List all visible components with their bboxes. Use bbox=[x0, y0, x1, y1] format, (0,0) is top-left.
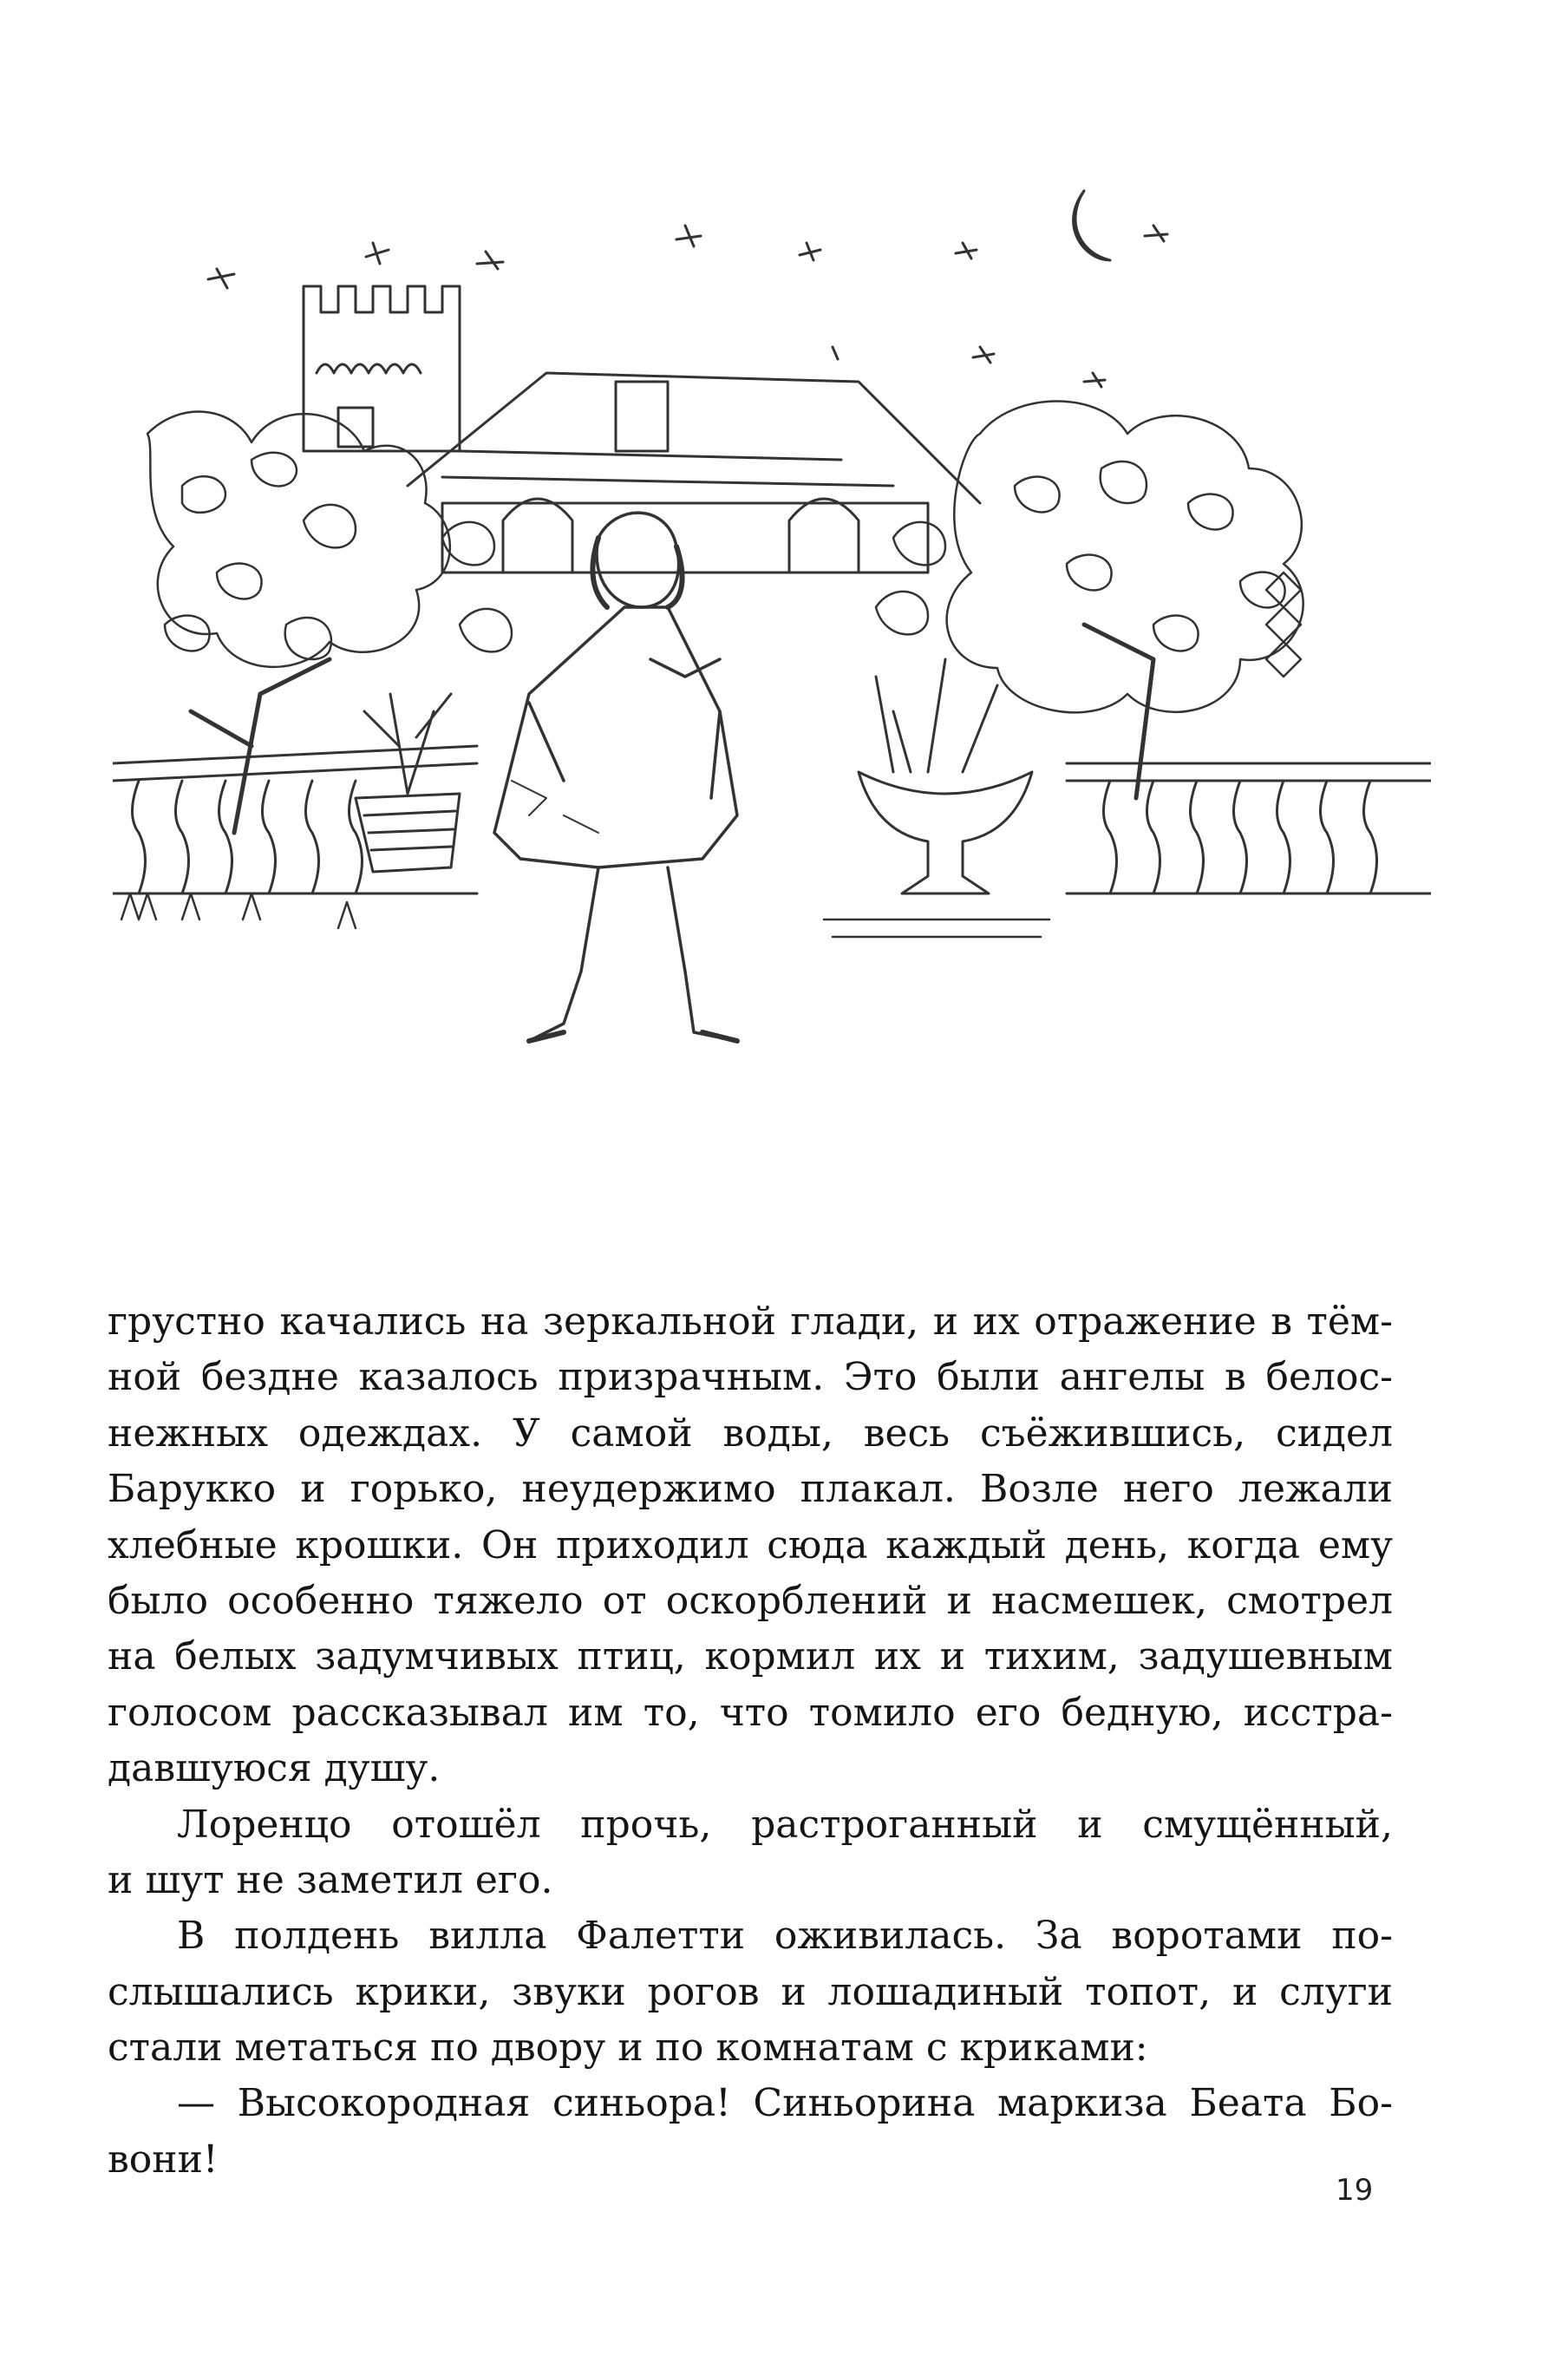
text-line: стали метаться по двору и по комнатам с криками: bbox=[108, 2026, 1148, 2071]
jester-figure bbox=[494, 513, 737, 1041]
paragraph bbox=[108, 1908, 1393, 2076]
text-line: Барукко и горько, неудержимо плакал. Возле него лежали bbox=[108, 1467, 1393, 1512]
text-line: вони! bbox=[108, 2137, 219, 2182]
text-line: голосом рассказывал им то, что томило его бедную, исстра- bbox=[108, 1690, 1393, 1735]
text-line: было особенно тяжело от оскорблений и насмешек, смотрел bbox=[108, 1578, 1393, 1623]
balustrade-right bbox=[1067, 763, 1431, 893]
garden-villa-illustration bbox=[113, 173, 1431, 1266]
planter-left bbox=[356, 694, 460, 872]
shrubs-center bbox=[442, 522, 945, 651]
page-number: 19 bbox=[1336, 2173, 1374, 2208]
paragraph bbox=[108, 1797, 1393, 1909]
urn-right bbox=[859, 659, 1032, 893]
text-line: Лоренцо отошёл прочь, растроганный и смущённый, bbox=[177, 1802, 1393, 1847]
balustrade-left bbox=[113, 746, 477, 893]
text-line: и шут не заметил его. bbox=[108, 1857, 553, 1902]
text-line: слышались крики, звуки рогов и лошадиный топот, и слуги bbox=[108, 1969, 1393, 2014]
text-line: — Высокородная синьора! Синьорина маркиза Беата Бо- bbox=[177, 2081, 1393, 2126]
paragraph bbox=[108, 1294, 1393, 1797]
body-text bbox=[108, 1294, 1393, 2188]
text-line: В полдень вилла Фалетти оживилась. За воротами по- bbox=[177, 1914, 1393, 1959]
text-line: ной бездне казалось призрачным. Это были ангелы в белос- bbox=[108, 1355, 1393, 1400]
ground bbox=[121, 893, 1049, 937]
text-line: грустно качались на зеркальной глади, и их отражение в тём- bbox=[108, 1299, 1393, 1344]
tower bbox=[304, 286, 460, 451]
paragraph bbox=[108, 2076, 1393, 2188]
text-line: нежных одеждах. У самой воды, весь съёжившись, сидел bbox=[108, 1410, 1393, 1456]
trees-right bbox=[947, 402, 1303, 799]
text-line: хлебные крошки. Он приходил сюда каждый день, когда ему bbox=[108, 1522, 1393, 1567]
text-line: давшуюся душу. bbox=[108, 1746, 441, 1791]
night-sky bbox=[208, 191, 1167, 387]
text-line: на белых задумчивых птиц, кормил их и тихим, задушевным bbox=[108, 1634, 1393, 1679]
